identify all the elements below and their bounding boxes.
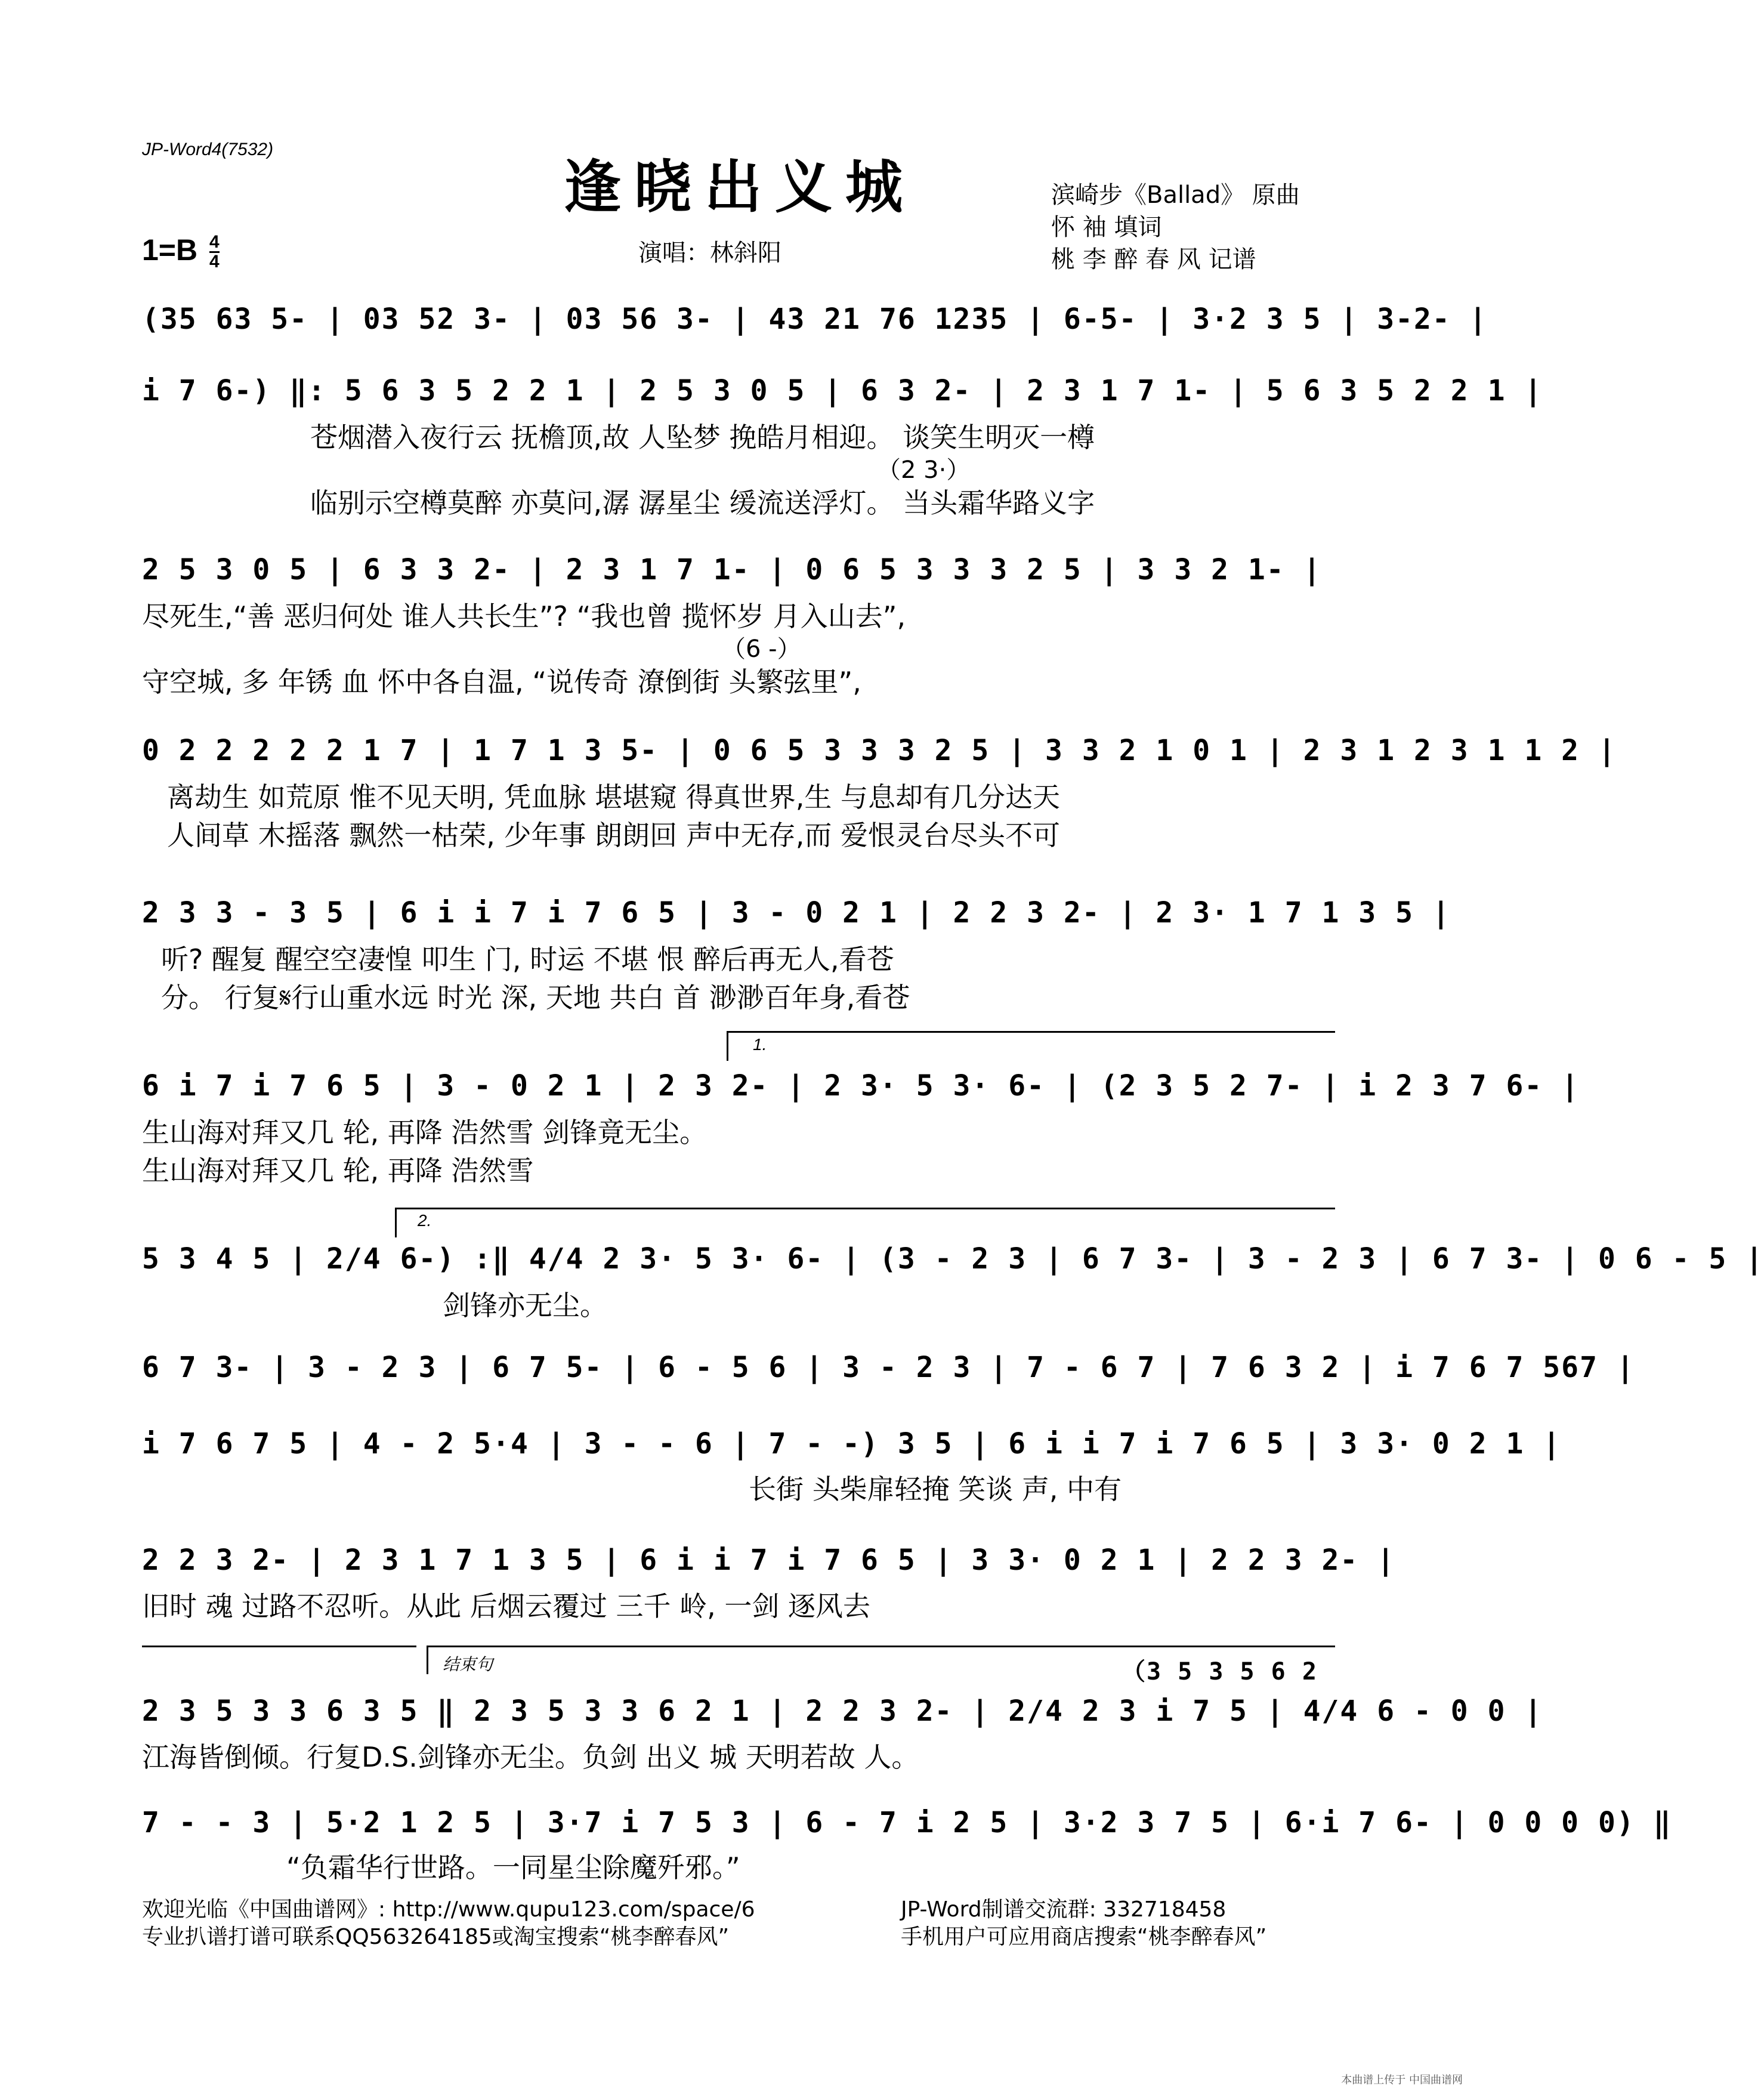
notation-row-11: 2 3 5 3 3 6 3 5 ‖ 2 3 5 3 3 6 2 1 | 2 2 3 2- | 2/4 2 3 i 7 5 | 4/4 6 - 0 0 | bbox=[142, 1694, 1543, 1728]
footer-right bbox=[901, 1896, 1266, 1951]
coda-bracket-left-line bbox=[142, 1646, 416, 1647]
lyric-row-5-verse-2: 分。 行复𝄋行山重水远 时光 深, 天地 共白 首 渺渺百年身,看苍 bbox=[161, 981, 910, 1014]
notation-row-5: 2 3 3 - 3 5 | 6 i i 7 i 7 6 5 | 3 - 0 2 1 | 2 2 3 2- | 2 3· 1 7 1 3 5 | bbox=[142, 896, 1451, 930]
footer-group: JP-Word制谱交流群: 332718458 bbox=[901, 1897, 1227, 1922]
lyric-row-10: 旧时 魂 过路不忍听。从此 后烟云覆过 三千 岭, 一剑 逐风去 bbox=[142, 1590, 870, 1622]
lyric-row-4-verse-2: 人间草 木摇落 飘然一枯荣, 少年事 朗朗回 声中无存,而 爱恨灵台尽头不可 bbox=[167, 819, 1060, 851]
notation-row-8: 6 7 3- | 3 - 2 3 | 6 7 5- | 6 - 5 6 | 3 - 2 3 | 7 - 6 7 | 7 6 3 2 | i 7 6 7 567 | bbox=[142, 1351, 1635, 1384]
coda-bracket-left bbox=[427, 1646, 428, 1674]
lyric-row-2-verse-1: 苍烟潜入夜行云 抚檐顶,故 人坠梦 挽皓月相迎。 谈笑生明灭一樽 bbox=[310, 421, 1095, 453]
lyric-row-6-verse-1: 生山海对拜又几 轮, 再降 浩然雪 剑锋竟无尘。 bbox=[142, 1116, 708, 1149]
singer: 演唱：林斜阳 bbox=[638, 239, 781, 267]
lyric-row-4-verse-1: 离劫生 如荒原 惟不见天明, 凭血脉 堪堪窥 得真世界,生 与息却有几分达天 bbox=[167, 781, 1060, 813]
program-version: JP-Word4(7532) bbox=[142, 140, 274, 159]
lyric-row-5-verse-1: 听? 醒复 醒空空凄惶 叩生 门, 时运 不堪 恨 醉后再无人,看苍 bbox=[161, 943, 894, 976]
volta-1-bracket bbox=[727, 1031, 1335, 1033]
footer-app: 手机用户可应用商店搜索“桃李醉春风” bbox=[901, 1925, 1267, 1949]
volta-1-label: 1. bbox=[753, 1035, 767, 1054]
lyric-row-2-note: （2 3·） bbox=[877, 456, 971, 484]
credits bbox=[1051, 179, 1300, 276]
notation-row-9: i 7 6 7 5 | 4 - 2 5·4 | 3 - - 6 | 7 - -) 3 5 | 6 i i 7 i 7 6 5 | 3 3· 0 2 1 | bbox=[142, 1427, 1562, 1461]
volta-2-bracket-left bbox=[395, 1208, 397, 1237]
coda-bracket bbox=[427, 1646, 1335, 1647]
coda-label: 结束句 bbox=[443, 1655, 493, 1674]
watermark: 本曲谱上传于 中国曲谱网 bbox=[1341, 2074, 1463, 2086]
footer-contact: 专业扒谱打谱可联系QQ563264185或淘宝搜索“桃李醉春风” bbox=[142, 1925, 730, 1949]
time-signature bbox=[209, 233, 220, 271]
lyric-row-3-verse-2: 守空城, 多 年锈 血 怀中各自温, “说传奇 潦倒街 头繁弦里”, bbox=[142, 666, 861, 698]
coda-intro: （3 5 3 5 6 2 bbox=[1122, 1658, 1318, 1685]
credit-lyricist: 怀 袖 填词 bbox=[1051, 214, 1162, 241]
song-title: 逢晓出义城 bbox=[564, 153, 916, 221]
footer-site: 欢迎光临《中国曲谱网》: http://www.qupu123.com/space/6 bbox=[142, 1897, 755, 1922]
lyric-row-3-note: （6 -） bbox=[722, 635, 801, 663]
time-top: 4 bbox=[209, 232, 220, 252]
lyric-row-7: 剑锋亦无尘。 bbox=[443, 1289, 607, 1322]
notation-row-6: 6 i 7 i 7 6 5 | 3 - 0 2 1 | 2 3 2- | 2 3· 5 3· 6- | (2 3 5 2 7- | i 2 3 7 6- | bbox=[142, 1069, 1580, 1103]
lyric-row-11: 江海皆倒倾。行复D.S.剑锋亦无尘。负剑 出义 城 天明若故 人。 bbox=[142, 1741, 919, 1773]
time-bottom: 4 bbox=[209, 252, 220, 272]
lyric-row-9: 长街 头柴扉轻掩 笑谈 声, 中有 bbox=[749, 1473, 1122, 1505]
notation-row-1: (35 63 5- | 03 52 3- | 03 56 3- | 43 21 76 1235 | 6-5- | 3·2 3 5 | 3-2- | bbox=[142, 302, 1488, 336]
volta-2-label: 2. bbox=[418, 1211, 432, 1230]
notation-row-3: 2 5 3 0 5 | 6 3 3 2- | 2 3 1 7 1- | 0 6 5 3 3 3 2 5 | 3 3 2 1- | bbox=[142, 553, 1322, 586]
credit-composer: 滨崎步《Ballad》 原曲 bbox=[1051, 181, 1300, 209]
notation-row-7: 5 3 4 5 | 2/4 6-) :‖ 4/4 2 3· 5 3· 6- | (3 - 2 3 | 6 7 3- | 3 - 2 3 | 6 7 3- | 0 6 - 5 | bbox=[142, 1242, 1764, 1276]
lyric-row-3-verse-1: 尽死生,“善 恶归何处 谁人共长生”? “我也曾 揽怀岁 月入山去”, bbox=[142, 600, 906, 632]
notation-row-4: 0 2 2 2 2 2 1 7 | 1 7 1 3 5- | 0 6 5 3 3 3 2 5 | 3 3 2 1 0 1 | 2 3 1 2 3 1 1 2 | bbox=[142, 734, 1617, 767]
credit-transcriber: 桃 李 醉 春 风 记谱 bbox=[1051, 246, 1256, 273]
notation-row-2: i 7 6-) ‖: 5 6 3 5 2 2 1 | 2 5 3 0 5 | 6 3 2- | 2 3 1 7 1- | 5 6 3 5 2 2 1 | bbox=[142, 374, 1543, 408]
key-signature bbox=[142, 233, 220, 271]
lyric-row-12: “负霜华行世路。一同星尘除魔歼邪。” bbox=[286, 1851, 740, 1884]
footer-left bbox=[142, 1896, 755, 1951]
notation-row-10: 2 2 3 2- | 2 3 1 7 1 3 5 | 6 i i 7 i 7 6 5 | 3 3· 0 2 1 | 2 2 3 2- | bbox=[142, 1543, 1396, 1577]
volta-1-bracket-left bbox=[727, 1031, 728, 1061]
notation-row-12: 7 - - 3 | 5·2 1 2 5 | 3·7 i 7 5 3 | 6 - 7 i 2 5 | 3·2 3 7 5 | 6·i 7 6- | 0 0 0 0) ‖ bbox=[142, 1806, 1672, 1839]
lyric-row-2-verse-2: 临别示空樽莫醉 亦莫问,潺 潺星尘 缓流送浮灯。 当头霜华路义字 bbox=[310, 487, 1095, 519]
volta-2-bracket bbox=[395, 1208, 1335, 1209]
key-label: 1=B bbox=[142, 233, 198, 267]
lyric-row-6-verse-2: 生山海对拜又几 轮, 再降 浩然雪 bbox=[142, 1154, 534, 1187]
